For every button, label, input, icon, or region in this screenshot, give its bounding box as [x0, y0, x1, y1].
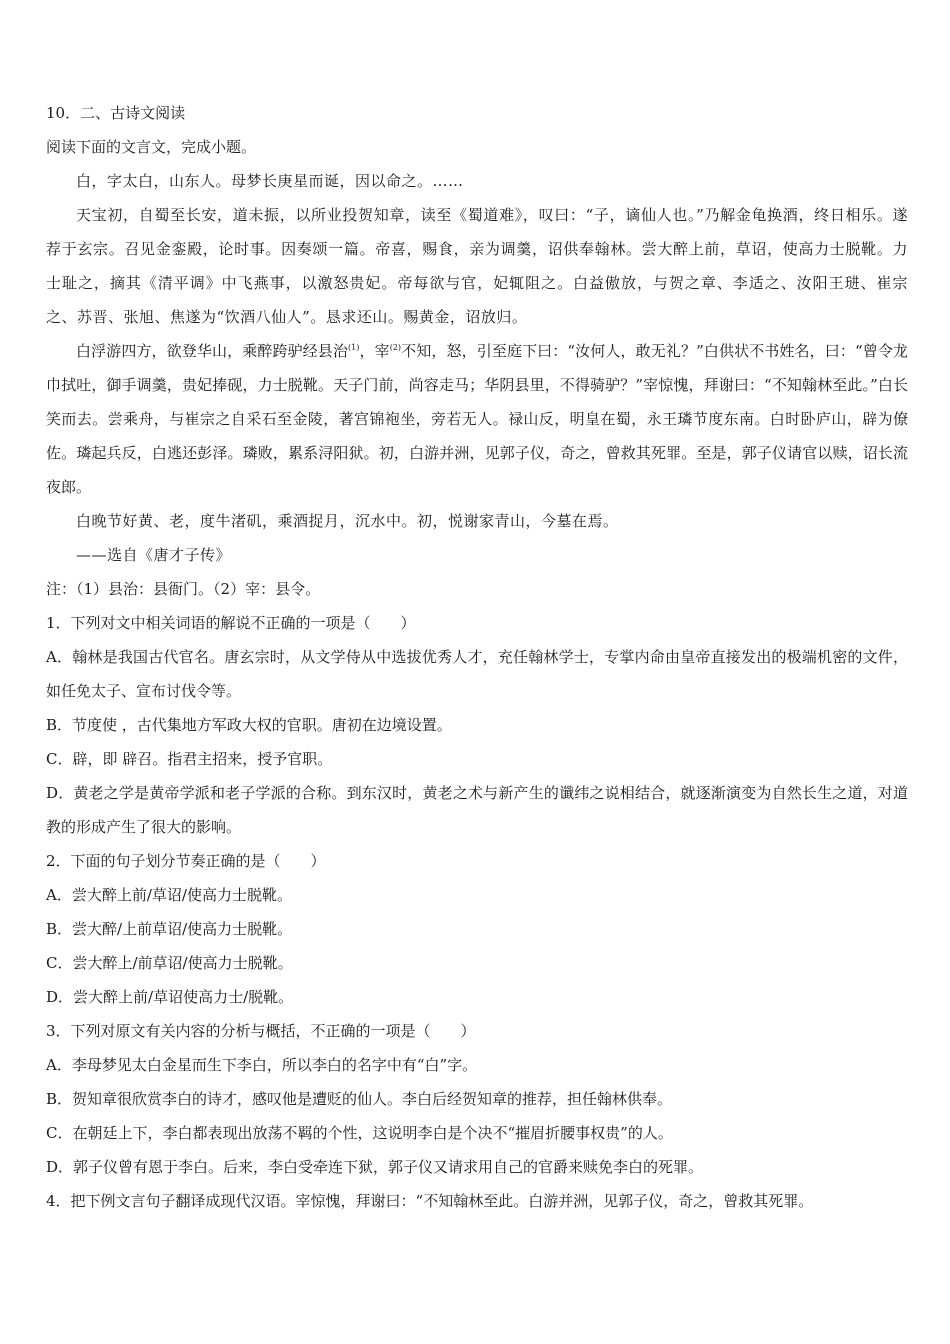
question-3-option-a: A．李母梦见太白金星而生下李白，所以李白的名字中有“白”字。 [46, 1056, 478, 1074]
question-1-option-a: A．翰林是我国古代官名。唐玄宗时，从文学侍从中选拔优秀人才，充任翰林学士，专掌内命由皇帝直接发出的极端机密的文件，如任免太子、宣布讨伐令等。 [46, 648, 908, 700]
passage-paragraph-4: 白晚节好黄、老，度牛渚矶，乘酒捉月，沉水中。初，悦谢家青山，今墓在焉。 [76, 512, 619, 530]
document-page [46, 96, 908, 1218]
passage-p3-part-c: 不知，怒，引至庭下曰：“汝何人，敢无礼？”白供状不书姓名，曰：“曾令龙巾拭吐，御手调羹，贵妃捧砚，力士脱靴。天子门前，尚容走马；华阴县里，不得骑驴？”宰惊愧，拜谢曰：“不知翰林至此。”白长笑而去。尝乘舟，与崔宗之自采石至金陵，著宫锦袍坐，旁若无人。禄山反，明皇在蜀，永王璘节度东南。白时卧庐山，辟为僚佐。璘起兵反，白逃还彭泽。璘败，累系浔阳狱。初，白游并洲，见郭子仪，奇之，曾救其死罪。至是，郭子仪请官以赎，诏长流夜郎。 [46, 342, 908, 496]
section-heading: 10．二、古诗文阅读 [46, 104, 186, 122]
question-1-stem: 1．下列对文中相关词语的解说不正确的一项是（ ） [46, 614, 416, 632]
question-2-option-c: C．尝大醉上/前草诏/使高力士脱靴。 [46, 954, 293, 972]
question-3-option-b: B．贺知章很欣赏李白的诗才，感叹他是遭贬的仙人。李白后经贺知章的推荐，担任翰林供奉。 [46, 1090, 673, 1108]
footnote-ref-1: (1) [348, 343, 360, 352]
question-1-option-b: B．节度使 ，古代集地方军政大权的官职。唐初在边境设置。 [46, 716, 452, 734]
question-3-option-c: C．在朝廷上下，李白都表现出放荡不羁的个性，这说明李白是个决不“摧眉折腰事权贵”的人。 [46, 1124, 673, 1142]
passage-source: ——选自《唐才子传》 [76, 546, 232, 564]
question-3-stem: 3．下列对原文有关内容的分析与概括，不正确的一项是（ ） [46, 1022, 476, 1040]
annotation-notes: 注：（1）县治：县衙门。（2）宰：县令。 [46, 580, 321, 598]
passage-paragraph-1: 白，字太白，山东人。母梦长庚星而诞，因以命之。…… [76, 172, 464, 190]
instruction: 阅读下面的文言文，完成小题。 [46, 138, 257, 156]
question-2-option-a: A．尝大醉上前/草诏/使高力士脱靴。 [46, 886, 292, 904]
question-1-option-d: D．黄老之学是黄帝学派和老子学派的合称。到东汉时，黄老之术与新产生的谶纬之说相结合，就逐渐演变为自然长生之道，对道教的形成产生了很大的影响。 [46, 784, 908, 836]
question-2-option-b: B．尝大醉/上前草诏/使高力士脱靴。 [46, 920, 293, 938]
question-2-stem: 2．下面的句子划分节奏正确的是（ ） [46, 852, 326, 870]
passage-p3-part-a: 白浮游四方，欲登华山，乘醉跨驴经县治 [76, 342, 349, 360]
footnote-ref-2: (2) [389, 343, 402, 352]
passage-paragraph-3 [46, 334, 908, 504]
question-1-option-c: C．辟，即 辟召。指君主招来，授予官职。 [46, 750, 333, 768]
question-2-option-d: D．尝大醉上前/草诏使高力士/脱靴。 [46, 988, 294, 1006]
passage-p3-part-b: ，宰 [359, 342, 390, 360]
passage-paragraph-2: 天宝初，自蜀至长安，道未振，以所业投贺知章，读至《蜀道难》，叹曰：“子，谪仙人也。”乃解金龟换酒，终日相乐。遂荐于玄宗。召见金銮殿，论时事。因奏颂一篇。帝喜，赐食，亲为调羹，诏供奉翰林。尝大醉上前，草诏，使高力士脱靴。力士耻之，摘其《清平调》中飞燕事，以激怒贵妃。帝每欲与官，妃辄阻之。白益傲放，与贺之章、李适之、汝阳王琎、崔宗之、苏晋、张旭、焦遂为“饮酒八仙人”。恳求还山。赐黄金，诏放归。 [46, 206, 908, 326]
question-4-stem: 4．把下例文言句子翻译成现代汉语。宰惊愧，拜谢曰：“不知翰林至此。白游并洲，见郭子仪，奇之，曾救其死罪。 [46, 1192, 814, 1210]
question-3-option-d: D．郭子仪曾有恩于李白。后来，李白受牵连下狱，郭子仪又请求用自己的官爵来赎免李白的死罪。 [46, 1158, 704, 1176]
